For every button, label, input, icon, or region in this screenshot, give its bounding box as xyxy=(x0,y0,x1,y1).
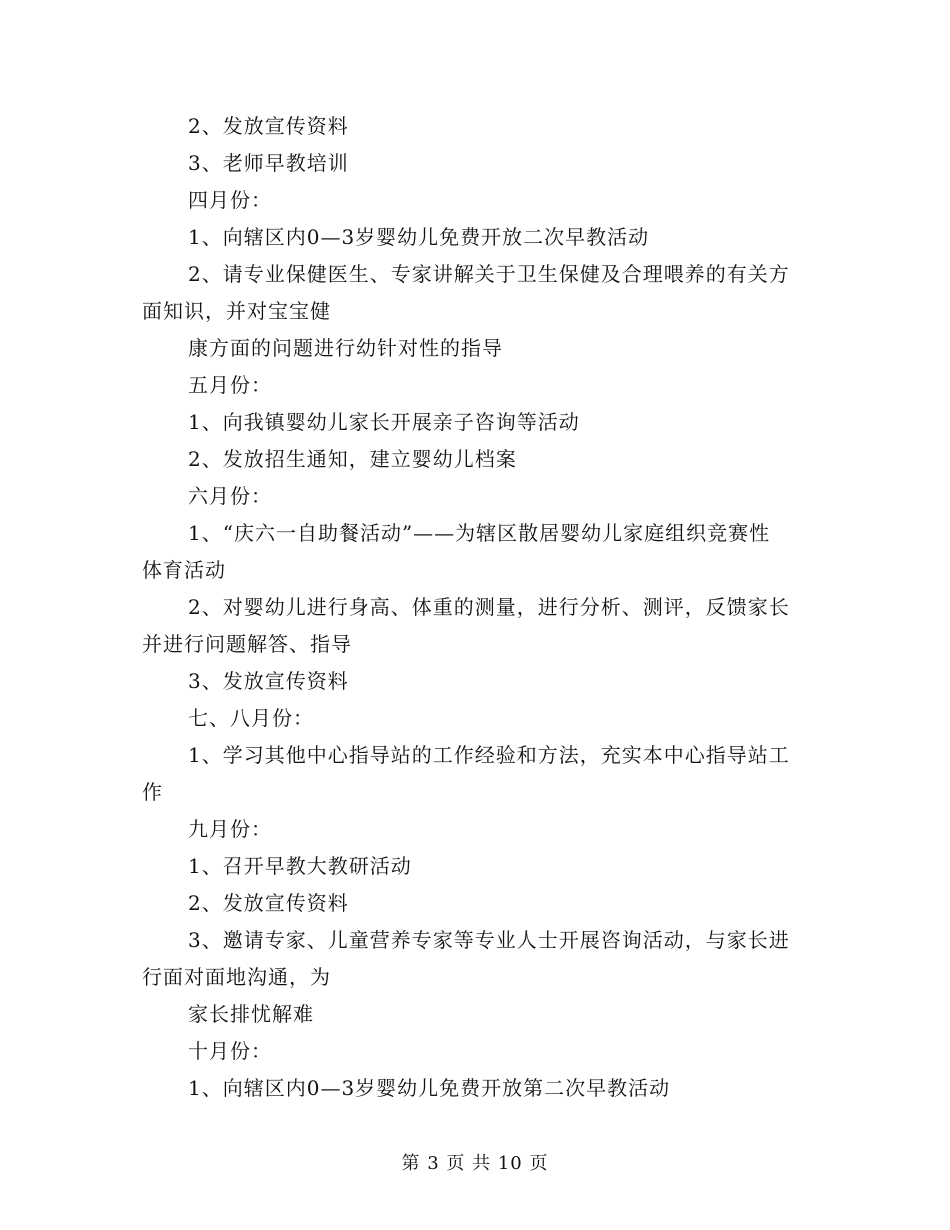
text-line: 2、对婴幼儿进行身高、体重的测量，进行分析、测评，反馈家长 xyxy=(188,595,790,619)
text-line: 作 xyxy=(142,780,163,804)
text-line: 2、发放宣传资料 xyxy=(188,114,349,138)
text-line: 1、向我镇婴幼儿家长开展亲子咨询等活动 xyxy=(188,410,580,434)
text-line: 3、发放宣传资料 xyxy=(188,669,349,693)
section-heading: 六月份： xyxy=(188,484,272,508)
section-heading: 四月份： xyxy=(188,188,272,212)
text-line: 1、学习其他中心指导站的工作经验和方法，充实本中心指导站工 xyxy=(188,743,790,767)
text-line: 3、邀请专家、儿童营养专家等专业人士开展咨询活动，与家长进 xyxy=(188,928,790,952)
section-heading: 九月份： xyxy=(188,817,272,841)
text-line: 2、发放招生通知，建立婴幼儿档案 xyxy=(188,447,517,471)
text-line: 2、发放宣传资料 xyxy=(188,891,349,915)
text-line: 面知识，并对宝宝健 xyxy=(142,299,331,323)
text-line: 并进行问题解答、指导 xyxy=(142,632,352,656)
page-number: 第 3 页 共 10 页 xyxy=(401,1153,549,1174)
section-heading: 十月份： xyxy=(188,1039,272,1063)
section-heading: 五月份： xyxy=(188,373,272,397)
text-line: 3、老师早教培训 xyxy=(188,151,349,175)
text-line: 家长排忧解难 xyxy=(188,1002,314,1026)
text-line: 1、向辖区内0—3岁婴幼儿免费开放第二次早教活动 xyxy=(188,1076,671,1100)
text-line: 1、向辖区内0—3岁婴幼儿免费开放二次早教活动 xyxy=(188,225,650,249)
text-line: 1、召开早教大教研活动 xyxy=(188,854,412,878)
text-line: 体育活动 xyxy=(142,558,226,582)
text-line: 康方面的问题进行幼针对性的指导 xyxy=(188,336,503,360)
document-body xyxy=(142,108,812,1107)
text-line: 2、请专业保健医生、专家讲解关于卫生保健及合理喂养的有关方 xyxy=(188,262,790,286)
section-heading: 七、八月份： xyxy=(188,706,314,730)
text-line: 1、“庆六一自助餐活动”——为辖区散居婴幼儿家庭组织竞赛性 xyxy=(188,521,771,545)
text-line: 行面对面地沟通，为 xyxy=(142,965,331,989)
